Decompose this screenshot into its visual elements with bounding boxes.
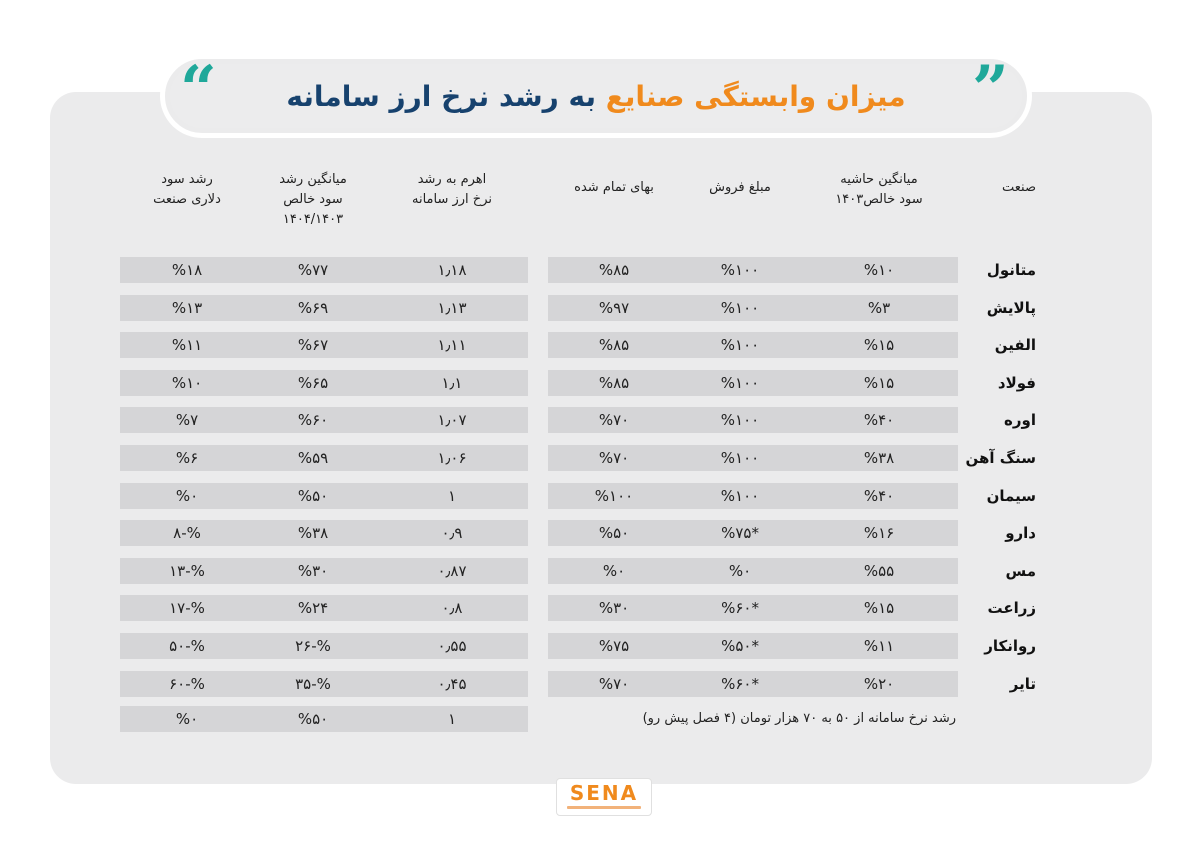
close-quote-icon: ” bbox=[972, 52, 1009, 127]
table-row-industry: دارو bbox=[1005, 524, 1036, 542]
cell-dollar-growth: %۷ bbox=[175, 411, 199, 429]
cell-cost: %۷۰ bbox=[598, 449, 630, 467]
cell-net-margin: %۵۵ bbox=[863, 562, 895, 580]
cell-net-margin: %۲۰ bbox=[863, 675, 895, 693]
cell-cost: %۹۷ bbox=[598, 299, 630, 317]
cell-net-margin: %۱۵ bbox=[863, 336, 895, 354]
table-row-industry: اوره bbox=[1004, 411, 1036, 429]
table-row-industry: تایر bbox=[1009, 675, 1036, 693]
cell-net-margin: %۳ bbox=[867, 299, 891, 317]
cell-cost: %۸۵ bbox=[598, 261, 630, 279]
cell-cost: %۵۰ bbox=[598, 524, 630, 542]
cell-leverage: ۱٫۱۸ bbox=[437, 261, 467, 279]
cell-leverage: ۰٫۴۵ bbox=[437, 675, 467, 693]
header-net-margin: میانگین حاشیه سود خالص۱۴۰۳ bbox=[835, 172, 923, 207]
cell-sales: %۱۰۰ bbox=[720, 299, 760, 317]
brand-logo bbox=[556, 778, 652, 816]
cell-avg-growth: %۶۷ bbox=[297, 336, 329, 354]
cell-leverage: ۱ bbox=[447, 487, 457, 505]
header-leverage: اهرم به رشد نرخ ارز سامانه bbox=[412, 172, 492, 207]
header-industry: صنعت bbox=[1002, 180, 1036, 195]
cell-sales: *%۶۰ bbox=[721, 599, 759, 617]
cell-dollar-growth: %۱۱ bbox=[171, 336, 203, 354]
cell-net-margin: %۱۱ bbox=[863, 637, 895, 655]
cell-avg-growth: %۳۰ bbox=[297, 562, 329, 580]
cell-avg-growth: %۵۰ bbox=[297, 487, 329, 505]
table-row-industry: پالایش bbox=[986, 299, 1036, 317]
cell-leverage: ۰٫۹ bbox=[441, 524, 463, 542]
brand-logo-tagline-icon bbox=[567, 806, 641, 809]
cell-sales: *%۷۵ bbox=[721, 524, 759, 542]
cell-cost: %۸۵ bbox=[598, 374, 630, 392]
title-rest: به رشد نرخ ارز سامانه bbox=[286, 79, 597, 113]
cell-avg-growth: %۵۹ bbox=[297, 449, 329, 467]
summary-leverage: ۱ bbox=[447, 710, 457, 728]
cell-leverage: ۱٫۱۳ bbox=[437, 299, 467, 317]
cell-dollar-growth: %۱۳ bbox=[171, 299, 203, 317]
header-avg-growth: میانگین رشد سود خالص ۱۴۰۴/۱۴۰۳ bbox=[279, 172, 347, 227]
header-dollar-growth: رشد سود دلاری صنعت bbox=[153, 172, 221, 207]
cell-net-margin: %۴۰ bbox=[863, 487, 895, 505]
cell-avg-growth: %۶۵ bbox=[297, 374, 329, 392]
header-cost: بهای تمام شده bbox=[574, 180, 654, 195]
table-row-industry: روانکار bbox=[984, 637, 1036, 655]
table-row-industry: الفین bbox=[994, 336, 1036, 354]
table-row-industry: سیمان bbox=[986, 487, 1036, 505]
title-banner bbox=[160, 54, 1032, 138]
scenario-note: رشد نرخ سامانه از ۵۰ به ۷۰ هزار تومان (۴ فصل پیش رو) bbox=[642, 711, 956, 726]
open-quote-icon: “ bbox=[180, 52, 217, 127]
cell-avg-growth: %۲۴ bbox=[297, 599, 329, 617]
cell-dollar-growth: %۱۸ bbox=[171, 261, 203, 279]
page-title bbox=[286, 80, 905, 113]
summary-growth: %۵۰ bbox=[297, 710, 329, 728]
cell-cost: %۸۵ bbox=[598, 336, 630, 354]
cell-net-margin: %۱۵ bbox=[863, 599, 895, 617]
cell-net-margin: %۱۵ bbox=[863, 374, 895, 392]
cell-avg-growth: %۶۰ bbox=[297, 411, 329, 429]
cell-sales: %۱۰۰ bbox=[720, 449, 760, 467]
cell-avg-growth: %۳۸ bbox=[297, 524, 329, 542]
cell-avg-growth: %۷۷ bbox=[297, 261, 329, 279]
cell-avg-growth: %-۲۶ bbox=[295, 637, 331, 655]
cell-dollar-growth: %۰ bbox=[175, 487, 199, 505]
cell-cost: %۰ bbox=[602, 562, 626, 580]
cell-sales: %۰ bbox=[728, 562, 752, 580]
cell-avg-growth: %-۳۵ bbox=[295, 675, 331, 693]
cell-cost: %۳۰ bbox=[598, 599, 630, 617]
cell-dollar-growth: %۶ bbox=[175, 449, 199, 467]
cell-cost: %۷۵ bbox=[598, 637, 630, 655]
cell-cost: %۷۰ bbox=[598, 675, 630, 693]
cell-net-margin: %۴۰ bbox=[863, 411, 895, 429]
cell-leverage: ۰٫۵۵ bbox=[437, 637, 467, 655]
cell-sales: %۱۰۰ bbox=[720, 487, 760, 505]
table-row-industry: زراعت bbox=[987, 599, 1036, 617]
header-sales: مبلغ فروش bbox=[709, 180, 771, 195]
table-row-industry: متانول bbox=[986, 261, 1036, 279]
cell-leverage: ۱٫۱۱ bbox=[437, 336, 467, 354]
cell-dollar-growth: %-۸ bbox=[173, 524, 201, 542]
cell-leverage: ۰٫۸۷ bbox=[437, 562, 467, 580]
cell-dollar-growth: %-۵۰ bbox=[169, 637, 205, 655]
cell-leverage: ۱٫۱ bbox=[441, 374, 463, 392]
cell-leverage: ۱٫۰۷ bbox=[437, 411, 467, 429]
cell-dollar-growth: %۱۰ bbox=[171, 374, 203, 392]
brand-logo-text: SENA bbox=[569, 781, 639, 805]
cell-cost: %۷۰ bbox=[598, 411, 630, 429]
cell-sales: *%۵۰ bbox=[721, 637, 759, 655]
cell-net-margin: %۱۶ bbox=[863, 524, 895, 542]
cell-net-margin: %۳۸ bbox=[863, 449, 895, 467]
table-row-industry: فولاد bbox=[997, 374, 1036, 392]
cell-leverage: ۱٫۰۶ bbox=[437, 449, 467, 467]
cell-dollar-growth: %-۱۳ bbox=[169, 562, 205, 580]
cell-dollar-growth: %-۱۷ bbox=[169, 599, 205, 617]
cell-sales: %۱۰۰ bbox=[720, 261, 760, 279]
table-row-industry: مس bbox=[1005, 562, 1036, 580]
cell-net-margin: %۱۰ bbox=[863, 261, 895, 279]
cell-cost: %۱۰۰ bbox=[594, 487, 634, 505]
summary-dollar: %۰ bbox=[175, 710, 199, 728]
cell-sales: *%۶۰ bbox=[721, 675, 759, 693]
table-row-industry: سنگ آهن bbox=[965, 449, 1036, 467]
title-highlight: میزان وابستگی صنایع bbox=[605, 79, 906, 113]
cell-dollar-growth: %-۶۰ bbox=[169, 675, 205, 693]
cell-sales: %۱۰۰ bbox=[720, 411, 760, 429]
cell-avg-growth: %۶۹ bbox=[297, 299, 329, 317]
cell-sales: %۱۰۰ bbox=[720, 336, 760, 354]
cell-sales: %۱۰۰ bbox=[720, 374, 760, 392]
cell-leverage: ۰٫۸ bbox=[441, 599, 463, 617]
